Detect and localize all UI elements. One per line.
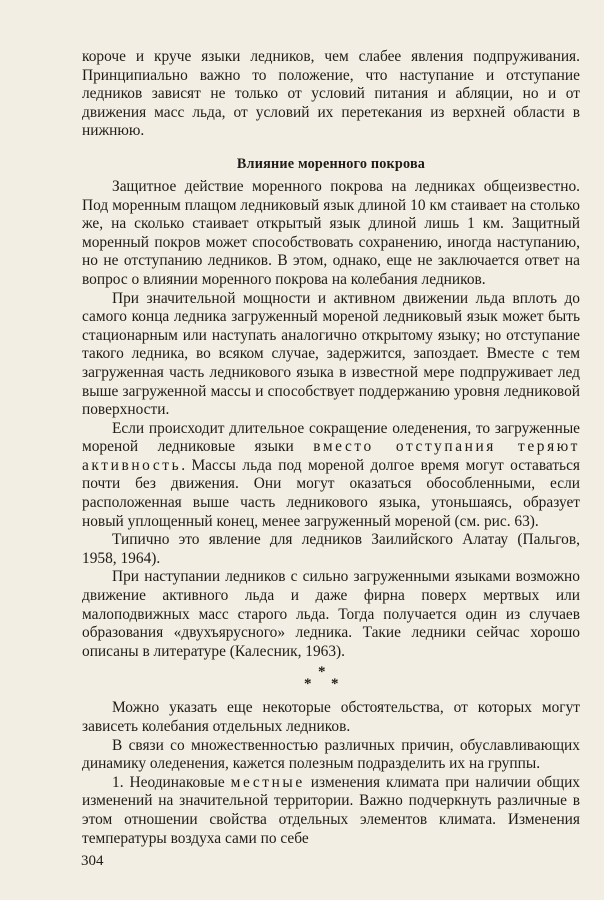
paragraph-7: Можно указать еще некоторые обстоятельства, от которых могут зависеть колебания отдельных ледников. [82,699,580,735]
page-text [82,48,580,848]
paragraph-9-end: изменения климата при наличии общих изменений на значительной территории. Важно подчеркнуть различные в этом отношении свойства отдельных элементов климата. Изменения температуры воздуха сами по себе [82,773,580,847]
paragraph-2: Защитное действие моренного покрова на ледниках общеизвестно. Под моренным плащом ледниковый язык длиной 10 км стаивает на столько же, на сколько стаивает открытый язык длиной лишь 1 км. Защитный моренный покров может способствовать сохранению, иногда наступанию, но не отступанию ледников. В этом, однако, еще не заключается ответ на вопрос о влиянии моренного покрова на колебания ледников. [82,177,580,288]
paragraph-9-start: 1. Неодинаковые [112,773,231,791]
paragraph-1: короче и круче языки ледников, чем слабее явления подпруживания. Принципиально важно то положение, что наступание и отступание ледников зависят не только от условий питания и абляции, но и от движения масс льда, от условий их перетекания из верхней области в нижнюю. [82,48,580,140]
asterisk-left: * [304,676,312,693]
asterisk-right: * [331,676,339,693]
paragraph-4-emphasis: вместо отступания теряют активность [82,438,581,474]
paragraph-4 [82,420,580,532]
paragraph-4-end: . Массы льда под мореной долгое время могут оставаться почти без движения. Они могут оказаться обособленными, если расположенная выше часть ледникового языка, утоньшаясь, образует новый уплощенный конец, менее загруженный мореной (см. рис. 63). [82,456,580,530]
section-separator [82,665,580,695]
paragraph-9 [82,774,580,848]
paragraph-3: При значительной мощности и активном движении льда вплоть до самого конца ледника загруженный мореной ледниковый язык может быть стационарным или наступать аналогично открытому языку; но отступание такого ледника, во всяком случае, задержится, запоздает. Вместе с тем загруженная часть ледникового языка в известной мере подпруживает лед выше загруженной массы и способствует поддержанию уровня ледниковой поверхности. [82,289,580,419]
asterisk-top: * [318,664,326,681]
page-number: 304 [81,853,104,869]
paragraph-8: В связи со множественностью различных причин, обуславливающих динамику оледенения, кажется полезным подразделить их на группы. [82,736,580,773]
paragraph-6: При наступании ледников с сильно загруженными языками возможно движение активного льда и даже фирна поверх мертвых или малоподвижных масс старого льда. Тогда получается один из случаев образования «двухъярусного» ледника. Такие ледники сейчас хорошо описаны в литературе (Калесник, 1963). [82,568,580,660]
paragraph-9-emphasis: местные [230,773,305,791]
paragraph-4-start: Если происходит длительное сокращение оледенения, то загруженные мореной ледниковые языки [82,419,580,456]
section-heading: Влияние моренного покрова [236,155,426,172]
paragraph-5: Типично это явление для ледников Заилийского Алатау (Пальгов, 1958, 1964). [82,531,580,567]
